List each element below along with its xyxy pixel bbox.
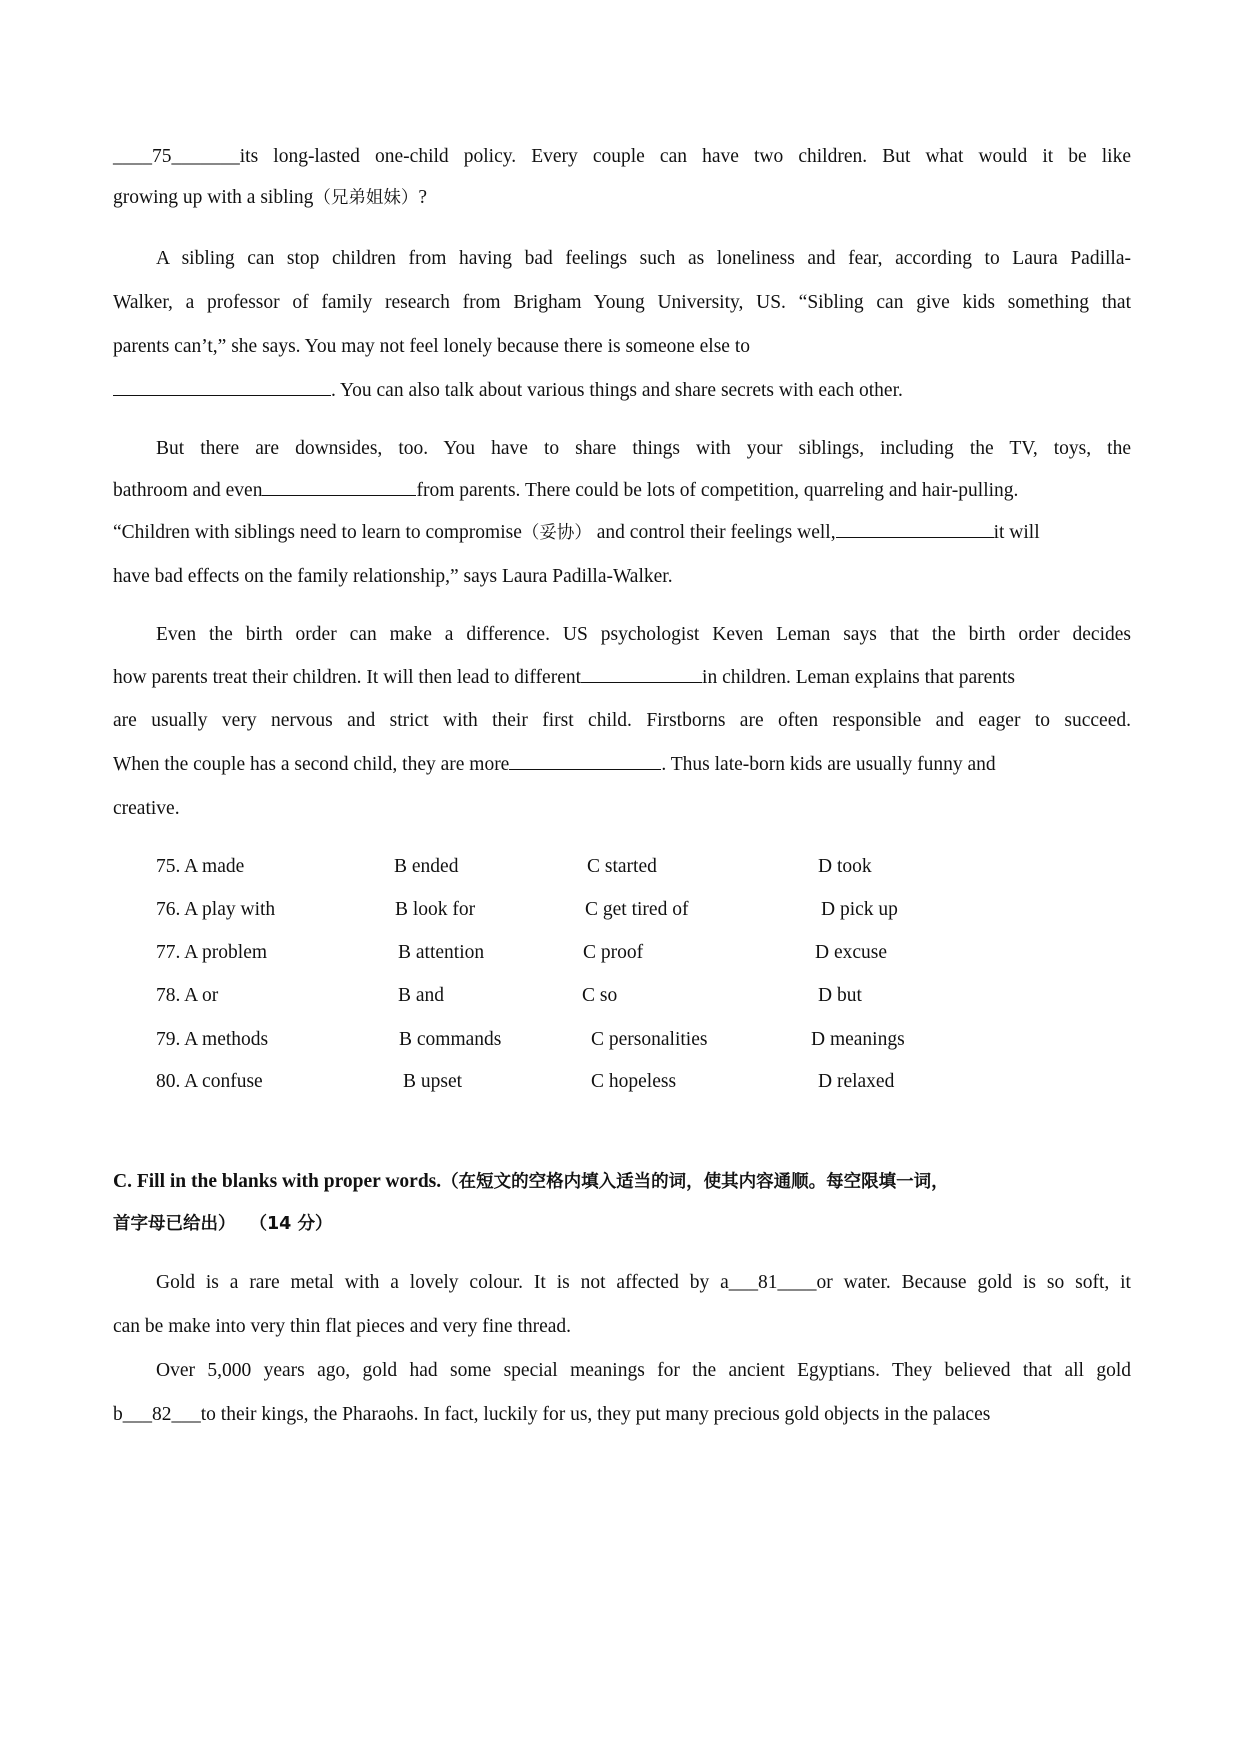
passage-line: When the couple has a second child, they are more . Thus late-born kids are usually funny and — [113, 751, 1131, 779]
passage-line: b___82___to their kings, the Pharaohs. In fact, luckily for us, they put many precious gold objects in the palaces — [113, 1404, 991, 1425]
option-b: B and — [398, 985, 445, 1006]
passage-line: ____75_______its long-lasted one-child policy. Every couple can have two children. But what would it be like — [113, 146, 1131, 167]
option-a: 77. A problem — [156, 942, 268, 963]
option-c: C personalities — [591, 1029, 708, 1050]
blank-75: ____75_______ — [113, 146, 240, 167]
option-d: D took — [818, 856, 872, 877]
passage-line: Even the birth order can make a difference. US psychologist Keven Leman says that the birth order decides — [156, 624, 1131, 645]
option-a: 80. A confuse — [156, 1071, 263, 1092]
passage-line: are usually very nervous and strict with their first child. Firstborns are often responsible and eager to succeed. — [113, 710, 1131, 731]
option-c: C so — [582, 985, 618, 1006]
section-c-title-cont: 首字母已给出） （14 分） — [113, 1214, 333, 1234]
passage-line: creative. — [113, 798, 180, 819]
blank-76 — [113, 377, 331, 396]
option-c: C hopeless — [591, 1071, 677, 1092]
option-a: 76. A play with — [156, 899, 276, 920]
passage-line: parents can’t,” she says. You may not feel lonely because there is someone else to — [113, 336, 751, 357]
passage-line: how parents treat their children. It will then lead to different in children. Leman explains that parents — [113, 664, 1131, 692]
option-d: D meanings — [811, 1029, 905, 1050]
passage-line: have bad effects on the family relationship,” says Laura Padilla-Walker. — [113, 566, 673, 587]
blank-79 — [581, 664, 702, 683]
option-a: 75. A made — [156, 856, 245, 877]
passage-line: can be make into very thin flat pieces and very fine thread. — [113, 1316, 572, 1337]
option-b: B commands — [399, 1029, 502, 1050]
blank-78 — [836, 519, 994, 538]
passage-line: growing up with a sibling（兄弟姐妹）? — [113, 187, 428, 208]
option-b: B ended — [394, 856, 459, 877]
passage-line: Walker, a professor of family research from Brigham Young University, US. “Sibling can give kids something that — [113, 292, 1131, 313]
passage-line: A sibling can stop children from having bad feelings such as loneliness and fear, according to Laura Padilla- — [156, 248, 1131, 269]
blank-81: ___81____ — [728, 1272, 817, 1293]
option-d: D pick up — [821, 899, 898, 920]
passage-line: Over 5,000 years ago, gold had some special meanings for the ancient Egyptians. They believed that all gold — [156, 1360, 1131, 1381]
blank-80 — [509, 751, 661, 770]
passage-line: bathroom and even from parents. There could be lots of competition, quarreling and hair-pulling. — [113, 477, 1131, 505]
option-d: D but — [818, 985, 862, 1006]
option-d: D relaxed — [818, 1071, 895, 1092]
passage-line: . You can also talk about various things and share secrets with each other. — [113, 377, 1131, 405]
option-b: B upset — [403, 1071, 463, 1092]
blank-77 — [262, 477, 416, 496]
option-a: 78. A or — [156, 985, 219, 1006]
option-d: D excuse — [815, 942, 888, 963]
passage-line: Gold is a rare metal with a lovely colour. It is not affected by a___81____or water. Because gold is so soft, it — [156, 1272, 1131, 1293]
option-c: C proof — [583, 942, 644, 963]
section-c-title: C. Fill in the blanks with proper words.（在短文的空格内填入适当的词，使其内容通顺。每空限填一词， — [113, 1171, 949, 1192]
option-b: B attention — [398, 942, 485, 963]
blank-82: ___82___ — [122, 1404, 201, 1425]
option-a: 79. A methods — [156, 1029, 269, 1050]
passage-line: “Children with siblings need to learn to compromise（妥协） and control their feelings well, it will — [113, 519, 1131, 547]
passage-line: But there are downsides, too. You have to share things with your siblings, including the TV, toys, the — [156, 438, 1131, 459]
option-b: B look for — [395, 899, 476, 920]
option-c: C started — [587, 856, 657, 877]
option-c: C get tired of — [585, 899, 689, 920]
